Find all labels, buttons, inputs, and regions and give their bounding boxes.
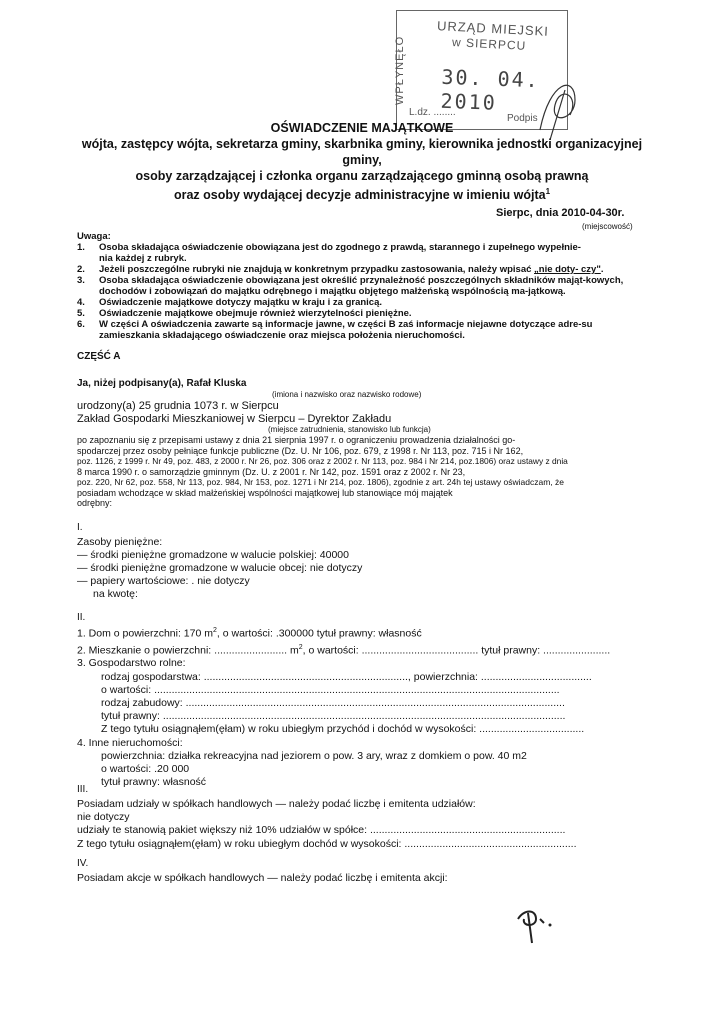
farm-value: o wartości: ........................................................................................................................................... — [101, 683, 560, 696]
securities-amount: na kwotę: — [93, 588, 138, 600]
uwaga-item-5: 5. Oświadczenie majątkowe obejmuje również wierzytelności pieniężne. — [77, 308, 412, 319]
uwaga-list — [77, 242, 637, 341]
farm-buildings: rodzaj zabudowy: .................................................................................................................................. — [101, 697, 565, 710]
legal-line: poz. 220, Nr 62, poz. 558, Nr 113, poz. 984, Nr 153, poz. 1271 i Nr 214, poz. 1806), zgodnie z art. 24h tej ustawy oświadczam, że — [77, 477, 564, 487]
title-line-5: oraz osoby wydającej decyzje administracyjne w imieniu wójta$^1$ — [173, 187, 551, 203]
section-3-number: III. — [77, 784, 89, 795]
place-date: Sierpc, dnia 2010-04-30r. — [496, 207, 625, 219]
employer: Zakład Gospodarki Mieszkaniowej w Sierpcu – Dyrektor Zakładu — [77, 413, 392, 425]
stamp-podpis: Podpis — [507, 113, 538, 124]
legal-line: odrębny: — [77, 498, 113, 508]
section-2-number: II. — [77, 612, 86, 623]
shares-package: udziały te stanowią pakiet większy niż 10% udziałów w spółce: ................................................................... — [77, 824, 566, 837]
shares-value: nie dotyczy — [77, 811, 130, 824]
stamp-vertical-text: WPŁYNĘŁO — [394, 35, 406, 106]
shares-income: Z tego tytułu osiągnąłem(ęłam) w roku ubiegłym dochód w wysokości: ........................................................... — [77, 837, 577, 850]
stocks-statement: Posiadam akcje w spółkach handlowych — należy podać liczbę i emitenta akcji: — [77, 872, 448, 884]
uwaga-item-2: 2. Jeżeli poszczególne rubryki nie znajdują w konkretnym przypadku zastosowania, należy wpisać „nie doty- czy". — [77, 264, 604, 275]
other-property-title: tytuł prawny: własność — [101, 776, 207, 789]
stamp-office: URZĄD MIEJSKI — [436, 18, 550, 39]
place-label: (miejscowość) — [582, 222, 633, 231]
cash-foreign: — środki pieniężne gromadzone w walucie obcej: nie dotyczy — [77, 562, 363, 574]
stamp-date: 30. 04. 2010 — [440, 64, 541, 115]
birth-info: urodzony(a) 25 grudnia 1073 r. w Sierpcu — [77, 400, 279, 412]
legal-line: posiadam wchodzące w skład małżeńskiej wspólności majątkowej lub stanowiące mój majątek — [77, 487, 453, 498]
uwaga-item-6-cont: zamieszkania składającego oświadczenie oraz miejsca położenia nieruchomości. — [99, 330, 465, 341]
title-line-2: wójta, zastępcy wójta, sekretarza gminy, skarbnika gminy, kierownika jednostki organizacyjnej — [81, 137, 643, 151]
employer-label: (miejsce zatrudnienia, stanowisko lub funkcja) — [268, 425, 431, 434]
title-line-3: gminy, — [342, 153, 382, 167]
apartment: 2. Mieszkanie o powierzchni: ......................... $m^2$, o wartości: ........................................ tytuł prawny: ....................... — [77, 643, 611, 657]
declarant-name: Ja, niżej podpisany(a), Rafał Kluska — [77, 378, 247, 389]
initials-signature — [510, 905, 560, 950]
czesc-a-heading: CZĘŚĆ A — [77, 351, 121, 362]
legal-line: spodarczej przez osoby pełniące funkcje publiczne (Dz. U. Nr 106, poz. 679, z 1998 r. Nr 113, poz. 715 i Nr 162, — [77, 445, 524, 456]
securities: — papiery wartościowe: . nie dotyczy — [77, 575, 250, 587]
uwaga-item-1-cont: nia każdej z rubryk. — [99, 253, 187, 264]
document-title: OŚWIADCZENIE MAJĄTKOWE — [270, 121, 454, 135]
section-1 — [77, 536, 362, 601]
section-4-number: IV. — [77, 858, 89, 869]
cash-pln: — środki pieniężne gromadzone w walucie polskiej: 40000 — [77, 549, 349, 561]
farm-title: tytuł prawny: .......................................................................................................................................... — [101, 710, 566, 723]
stamp-city: w SIERPCU — [451, 35, 527, 53]
other-property: 4. Inne nieruchomości: — [77, 736, 183, 749]
legal-text — [77, 435, 677, 509]
uwaga-item-1: 1. Osoba składająca oświadczenie obowiązana jest do zgodnego z prawdą, starannego i zupełnego wypełnie- — [77, 242, 581, 253]
name-label: (imiona i nazwisko oraz nazwisko rodowe) — [272, 390, 422, 399]
section-3 — [77, 798, 697, 851]
farm-type: rodzaj gospodarstwa: ......................................................................, powierzchnia: ...................................... — [101, 670, 592, 683]
uwaga-title: Uwaga: — [77, 231, 111, 242]
legal-line: 8 marca 1990 r. o samorządzie gminnym (Dz. U. z 2001 r. Nr 142, poz. 1591 oraz z 2002 r. Nr 23, — [77, 466, 466, 477]
section-1-number: I. — [77, 522, 83, 533]
shares-statement: Posiadam udziały w spółkach handlowych — należy podać liczbę i emitenta udziałów: — [77, 798, 476, 810]
uwaga-item-3-cont: dochodów i zobowiązań do majątku odrębnego i majątku objętego małżeńską wspólnością ma-jątkową. — [99, 286, 566, 297]
other-property-value: o wartości: .20 000 — [101, 763, 190, 776]
house: 1. Dom o powierzchni: 170 $m^2$, o wartości: .300000 tytuł prawny: własność — [77, 627, 422, 640]
other-property-area: powierzchnia: działka rekreacyjna nad jeziorem o pow. 3 ary, wraz z domkiem o pow. 40 m2 — [101, 749, 527, 762]
uwaga-item-6: 6. W części A oświadczenia zawarte są informacje jawne, w części B zaś informacje niejawne dotyczące adre-su — [77, 319, 593, 330]
title-line-4: osoby zarządzającej i członka organu zarządzającego gminną osobą prawną — [135, 169, 589, 183]
farm: 3. Gospodarstwo rolne: — [77, 657, 186, 670]
legal-line: poz. 1126, z 1999 r. Nr 49, poz. 483, z 2000 r. Nr 26, poz. 306 oraz z 2002 r. Nr 113, poz. 984 i Nr 214, poz.1806) oraz ustawy z dnia — [77, 456, 568, 466]
stamp-ldz: L.dz. ........ — [409, 107, 456, 118]
section-2 — [77, 624, 697, 789]
uwaga-item-4: 4. Oświadczenie majątkowe dotyczy majątku w kraju i za granicą. — [77, 297, 382, 308]
legal-line: po zapoznaniu się z przepisami ustawy z dnia 21 sierpnia 1997 r. o ograniczeniu prowadzenia działalności go- — [77, 435, 516, 445]
farm-income: Z tego tytułu osiągnąłem(ęłam) w roku ubiegłym przychód i dochód w wysokości: .................................... — [101, 723, 585, 736]
uwaga-item-3: 3. Osoba składająca oświadczenie obowiązana jest określić przynależność poszczególnych składników mająt-kowych, — [77, 275, 624, 286]
section-1-title: Zasoby pieniężne: — [77, 536, 163, 548]
